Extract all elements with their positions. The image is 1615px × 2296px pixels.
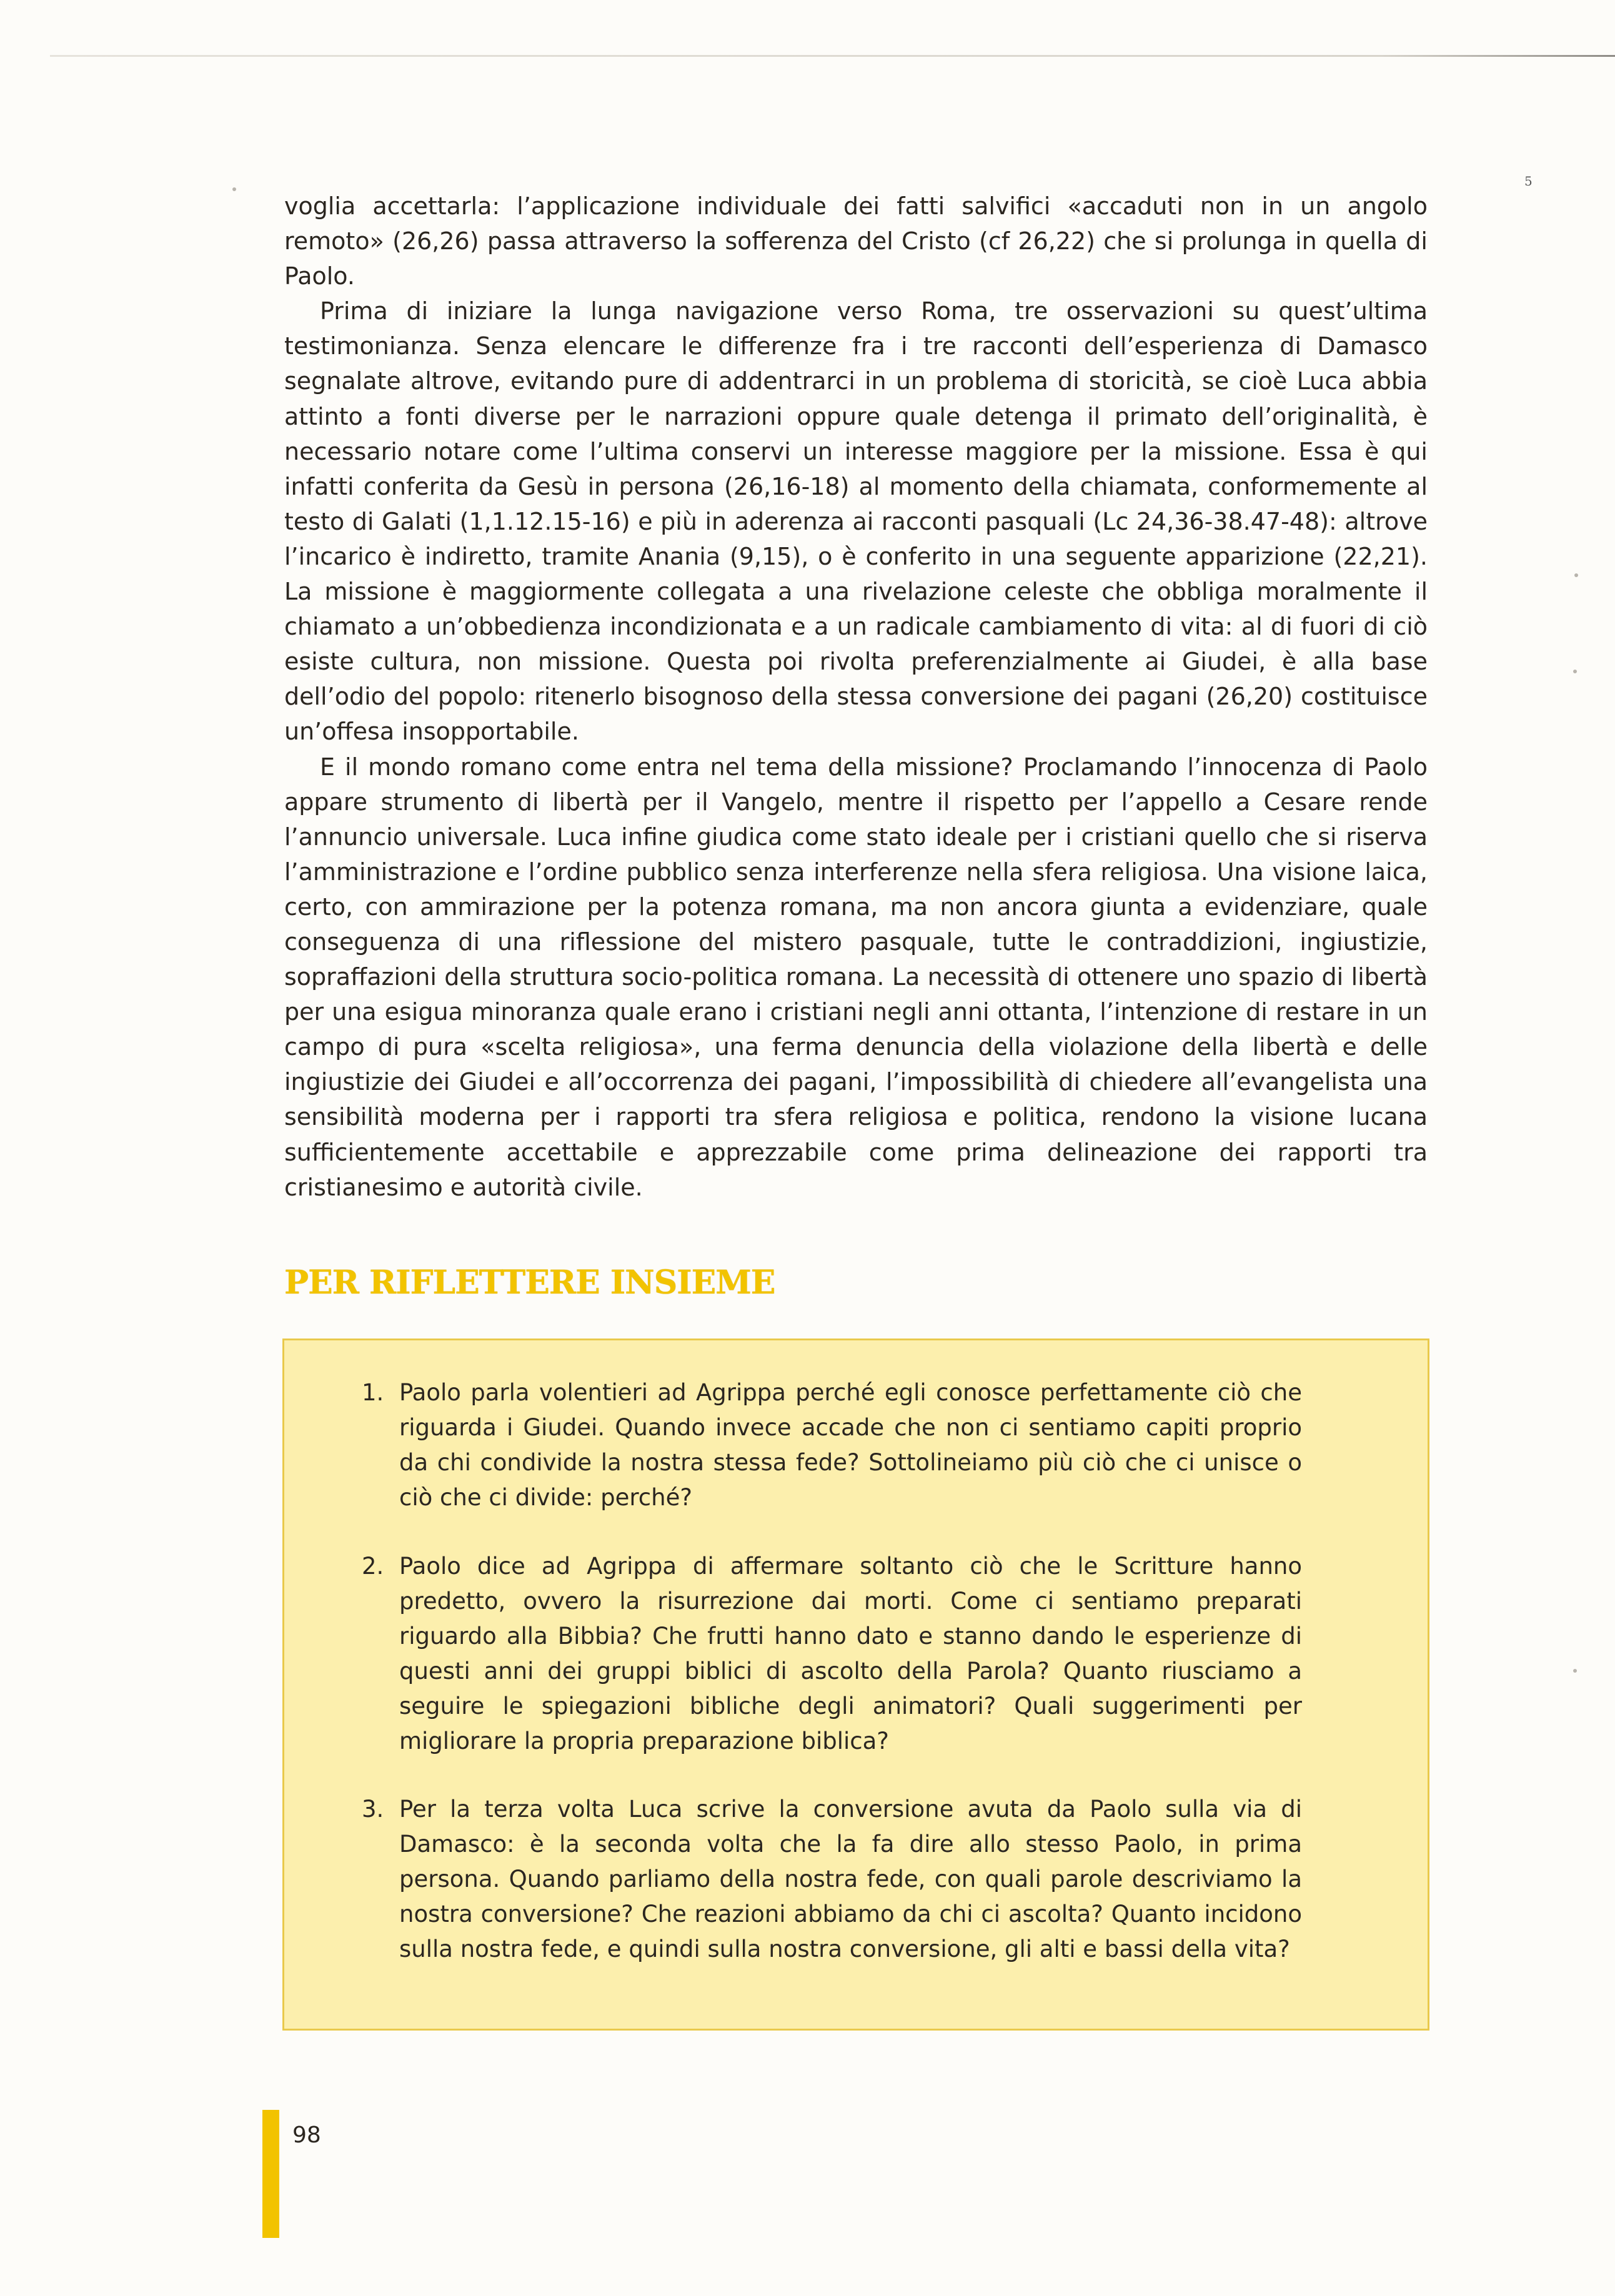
question-number: 2. [362,1553,384,1580]
page-number: 98 [292,2122,321,2148]
question-number: 1. [362,1379,384,1406]
paragraph: E il mondo romano come entra nel tema della missione? Proclamando l’innocenza di Paolo appare strumento di libertà per il Vangelo, mentre il rispetto per l’appello a Cesare rende l’annuncio universale. Luca infine giudica come stato ideale per i cristiani quello che si riserva l’amministrazione e l’ordine pubblico senza interferenze nella sfera religiosa. Una visione laica, certo, con ammirazione per la potenza romana, ma non ancora giunta a evidenziare, quale conseguenza di una riflessione del mistero pasquale, tutte le contraddizioni, ingiustizie, sopraffazioni della struttura socio-politica romana. La necessità di ottenere uno spazio di libertà per una esigua minoranza quale erano i cristiani negli anni ottanta, l’intenzione di restare in un campo di pura «scelta religiosa», una ferma denuncia della violazione della libertà e delle ingiustizie dei Giudei e all’occorrenza dei pagani, l’impossibilità di chiedere all’evangelista una sensibilità moderna per i rapporti tra sfera religiosa e politica, rendono la visione lucana sufficientemente accettabile e apprezzabile come prima delineazione dei rapporti tra cristianesimo e autorità civile. [284,753,1428,1201]
question-number: 3. [362,1796,384,1823]
reflection-questions-box [282,1339,1429,2031]
page-number-bar [262,2110,279,2238]
scan-speck [1573,670,1577,673]
corner-page-marker: 5 [1524,174,1533,189]
paragraph: Prima di iniziare la lunga navigazione verso Roma, tre osservazioni su quest’ultima testimonianza. Senza elencare le differenze fra i tre racconti dell’esperienza di Damasco segnalate altrove, evitando pure di addentrarci in un problema di storicità, se cioè Luca abbia attinto a fonti diverse per le narrazioni oppure quale detenga il primato dell’originalità, è necessario notare come l’ultima conservi un interesse maggiore per la missione. Essa è qui infatti conferita da Gesù in persona (26,16-18) al momento della chiamata, conformemente al testo di Galati (1,1.12.15-16) e più in aderenza ai racconti pasquali (Lc 24,36-38.47-48): altrove l’incarico è indiretto, tramite Anania (9,15), o è conferito in una seguente apparizione (22,21). La missione è maggiormente collegata a una rivelazione celeste che obbliga moralmente il chiamato a un’obbedienza incondizionata e a un radicale cambiamento di vita: al di fuori di ciò esiste cultura, non missione. Questa poi rivolta preferenzialmente ai Giudei, è alla base dell’odio del popolo: ritenerlo bisognoso della stessa conversione dei pagani (26,20) costituisce un’offesa insopportabile. [284,297,1428,746]
question-text: Per la terza volta Luca scrive la conversione avuta da Paolo sulla via di Damasco: è la seconda volta che la fa dire allo stesso Paolo, in prima persona. Quando parliamo della nostra fede, con quali parole descriviamo la nostra conversione? Che reazioni abbiamo da chi ci ascolta? Quanto incidono sulla nostra fede, e quindi sulla nostra conversione, gli alti e bassi della vita? [399,1796,1302,1962]
scan-speck [1573,1669,1577,1673]
section-title: PER RIFLETTERE INSIEME [284,1264,775,1302]
paragraph: voglia accettarla: l’applicazione individuale dei fatti salvifici «accaduti non in un angolo remoto» (26,26) passa attraverso la sofferenza del Cristo (cf 26,22) che si prolunga in quella di Paolo. [284,192,1428,290]
page-top-edge [50,55,1615,57]
scan-speck [1574,573,1578,577]
question-text: Paolo parla volentieri ad Agrippa perché egli conosce perfettamente ciò che riguarda i Giudei. Quando invece accade che non ci sentiamo capiti proprio da chi condivide la nostra stessa fede? Sottolineiamo più ciò che ci unisce o ciò che ci divide: perché? [399,1379,1302,1511]
question-text: Paolo dice ad Agrippa di affermare soltanto ciò che le Scritture hanno predetto, ovvero la risurrezione dai morti. Come ci sentiamo preparati riguardo alla Bibbia? Che frutti hanno dato e stanno dando le esperienze di questi anni dei gruppi biblici di ascolto della Parola? Quanto riusciamo a seguire le spiegazioni bibliche degli animatori? Quali suggerimenti per migliorare la propria preparazione biblica? [399,1553,1302,1754]
main-text [284,189,1428,1205]
scan-speck [232,187,236,191]
